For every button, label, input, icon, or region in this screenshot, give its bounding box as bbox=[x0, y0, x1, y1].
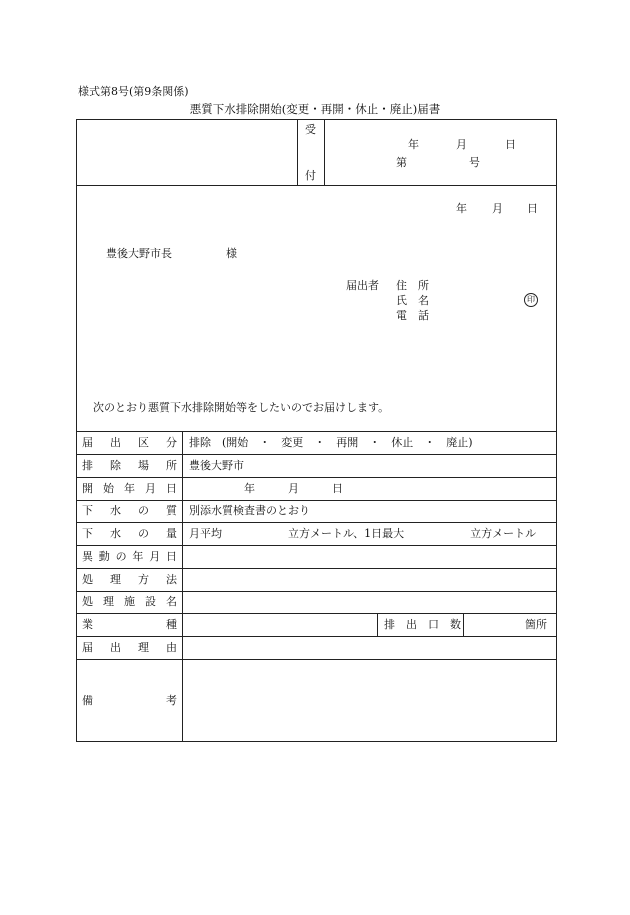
row-line bbox=[76, 500, 557, 501]
row-line bbox=[76, 431, 557, 432]
reception-divider-left bbox=[297, 119, 298, 185]
row-line bbox=[76, 522, 557, 523]
row-line bbox=[76, 591, 557, 592]
label-notification-reason: 届 出 理 由 bbox=[82, 641, 177, 654]
addressee-sama: 様 bbox=[226, 247, 237, 260]
reception-month: 月 bbox=[456, 138, 467, 151]
label-column-divider bbox=[182, 431, 183, 742]
address-label: 住 所 bbox=[396, 279, 429, 292]
label-discharge-location: 排 除 場 所 bbox=[82, 459, 177, 472]
row-line bbox=[76, 454, 557, 455]
row-line bbox=[76, 545, 557, 546]
reception-uke: 受 bbox=[305, 123, 316, 136]
row-line bbox=[76, 613, 557, 614]
label-remarks: 備 考 bbox=[82, 694, 177, 707]
statement: 次のとおり悪質下水排除開始等をしたいのでお届けします。 bbox=[93, 401, 390, 414]
label-change-date: 異 動 の 年 月 日 bbox=[82, 550, 177, 563]
value-water-volume: 月平均 立方メートル、1日最大 立方メートル bbox=[189, 527, 537, 540]
date-year: 年 bbox=[456, 202, 467, 215]
label-treatment-method: 処 理 方 法 bbox=[82, 573, 177, 586]
addressee: 豊後大野市長 bbox=[106, 247, 172, 260]
label-treatment-facility: 処 理 施 設 名 bbox=[82, 595, 177, 608]
value-water-quality: 別添水質検査書のとおり bbox=[189, 504, 310, 517]
reception-divider-right bbox=[324, 119, 325, 185]
label-industry: 業 種 bbox=[82, 618, 177, 631]
date-day: 日 bbox=[527, 202, 538, 215]
label-water-quality: 下 水 の 質 bbox=[82, 504, 177, 517]
label-water-volume: 下 水 の 量 bbox=[82, 527, 177, 540]
date-month: 月 bbox=[492, 202, 503, 215]
outlet-count-unit: 箇所 bbox=[525, 618, 547, 631]
form-number-label: 様式第8号(第9条関係) bbox=[78, 85, 189, 98]
phone-label: 電 話 bbox=[396, 309, 429, 322]
outlet-divider-right bbox=[463, 613, 464, 636]
row-line bbox=[76, 568, 557, 569]
row-line bbox=[76, 659, 557, 660]
name-label: 氏 名 bbox=[396, 294, 429, 307]
seal-icon: 印 bbox=[524, 293, 538, 307]
row-line bbox=[76, 636, 557, 637]
value-notification-type: 排除 (開始 ・ 変更 ・ 再開 ・ 休止 ・ 廃止) bbox=[189, 436, 473, 449]
value-discharge-location: 豊後大野市 bbox=[189, 459, 244, 472]
label-start-date: 開 始 年 月 日 bbox=[82, 482, 177, 495]
applicant-label: 届出者 bbox=[346, 279, 379, 292]
reception-gou: 号 bbox=[469, 156, 480, 169]
value-start-date: 年 月 日 bbox=[189, 482, 343, 495]
row-line bbox=[76, 477, 557, 478]
outlet-count-label: 排 出 口 数 bbox=[384, 618, 461, 631]
form-title: 悪質下水排除開始(変更・再開・休止・廃止)届書 bbox=[189, 102, 441, 116]
outlet-divider-left bbox=[377, 613, 378, 636]
reception-year: 年 bbox=[408, 138, 419, 151]
reception-day: 日 bbox=[505, 138, 516, 151]
label-notification-type: 届 出 区 分 bbox=[82, 436, 177, 449]
reception-bottom-line bbox=[76, 185, 557, 186]
reception-tsuke: 付 bbox=[305, 169, 316, 182]
reception-dai: 第 bbox=[396, 156, 407, 169]
